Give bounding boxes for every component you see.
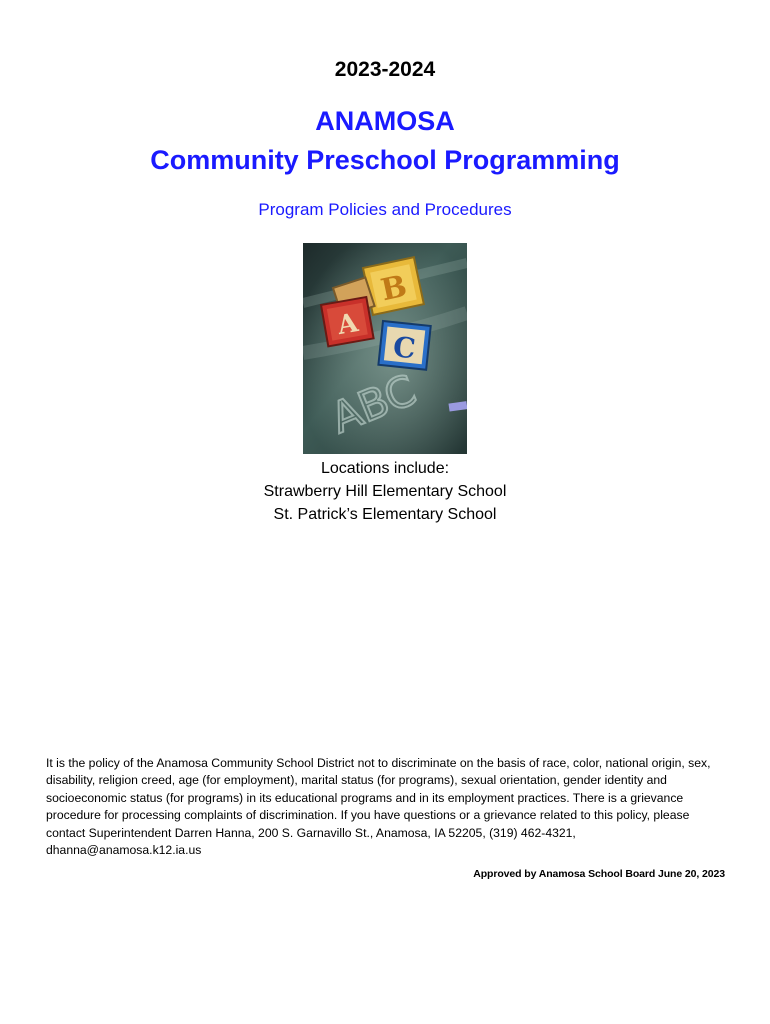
locations-heading: Locations include: — [320, 460, 450, 477]
document-title-line2: Community Preschool Programming — [150, 145, 620, 175]
document-title-line1: ANAMOSA — [315, 106, 455, 136]
abc-blocks-image — [303, 243, 467, 454]
svg-text:ABC: ABC — [324, 365, 423, 443]
location-st-patricks: St. Patrick’s Elementary School — [273, 506, 497, 523]
svg-text:C: C — [391, 330, 418, 366]
document-subtitle: Program Policies and Procedures — [258, 200, 512, 219]
approval-note: Approved by Anamosa School Board June 20, 2023 — [473, 868, 725, 880]
svg-text:A: A — [335, 308, 361, 342]
document-year: 2023-2024 — [334, 58, 436, 81]
svg-text:B: B — [377, 268, 410, 309]
nondiscrimination-policy-text: It is the policy of the Anamosa Community School District not to discriminate on the basis of race, color, national origin, sex, disability, religion creed, age (for employment), marital status (for programs), sexual orientation, gender identity and socioeconomic status (for programs) in its educational programs and in its employment practices. There is a grievance procedure for processing complaints of discrimination. If you have questions or a grievance related to this policy, please contact Superintendent Darren Hanna, 200 S. Garnavillo St., Anamosa, IA 52205, (319) 462-4321, dhanna@anamosa.k12.ia.us — [46, 756, 711, 858]
location-strawberry-hill: Strawberry Hill Elementary School — [263, 483, 507, 500]
